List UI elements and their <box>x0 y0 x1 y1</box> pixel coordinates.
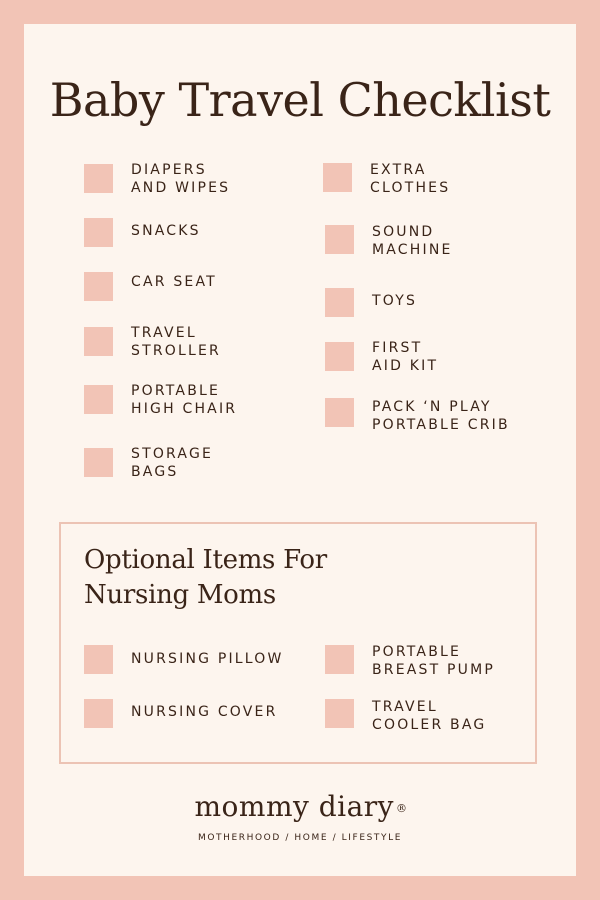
checkbox[interactable] <box>325 645 354 674</box>
item-label: FIRST AID KIT <box>372 340 439 374</box>
brand-logo <box>0 790 600 824</box>
checkbox[interactable] <box>84 327 113 356</box>
item-label: NURSING PILLOW <box>131 651 284 667</box>
checkbox[interactable] <box>325 398 354 427</box>
checkbox[interactable] <box>84 385 113 414</box>
checkbox[interactable] <box>84 699 113 728</box>
item-label: STORAGE BAGS <box>131 446 214 480</box>
optional-section-title: Optional Items For Nursing Moms <box>84 545 327 610</box>
item-label: NURSING COVER <box>131 704 278 720</box>
brand-tagline: MOTHERHOOD / HOME / LIFESTYLE <box>197 833 403 843</box>
checkbox[interactable] <box>325 225 354 254</box>
checkbox[interactable] <box>84 164 113 193</box>
item-label: TRAVEL COOLER BAG <box>372 699 487 733</box>
brand-name: mommy diary <box>194 790 394 823</box>
item-label: SNACKS <box>131 223 201 239</box>
item-label: PORTABLE HIGH CHAIR <box>131 383 238 417</box>
registered-mark: ® <box>396 802 408 815</box>
checkbox[interactable] <box>84 272 113 301</box>
item-label: CAR SEAT <box>131 274 217 290</box>
item-label: EXTRA CLOTHES <box>370 162 451 196</box>
checkbox[interactable] <box>325 699 354 728</box>
checkbox[interactable] <box>325 288 354 317</box>
item-label: DIAPERS AND WIPES <box>131 162 231 196</box>
item-label: TOYS <box>372 293 418 309</box>
checkbox[interactable] <box>323 163 352 192</box>
item-label: PORTABLE BREAST PUMP <box>372 644 496 678</box>
item-label: TRAVEL STROLLER <box>131 325 221 359</box>
page-title: Baby Travel Checklist <box>49 73 551 127</box>
checkbox[interactable] <box>84 218 113 247</box>
checkbox[interactable] <box>84 645 113 674</box>
checkbox[interactable] <box>84 448 113 477</box>
item-label: PACK ‘N PLAY PORTABLE CRIB <box>372 399 510 433</box>
item-label: SOUND MACHINE <box>372 224 453 258</box>
checkbox[interactable] <box>325 342 354 371</box>
